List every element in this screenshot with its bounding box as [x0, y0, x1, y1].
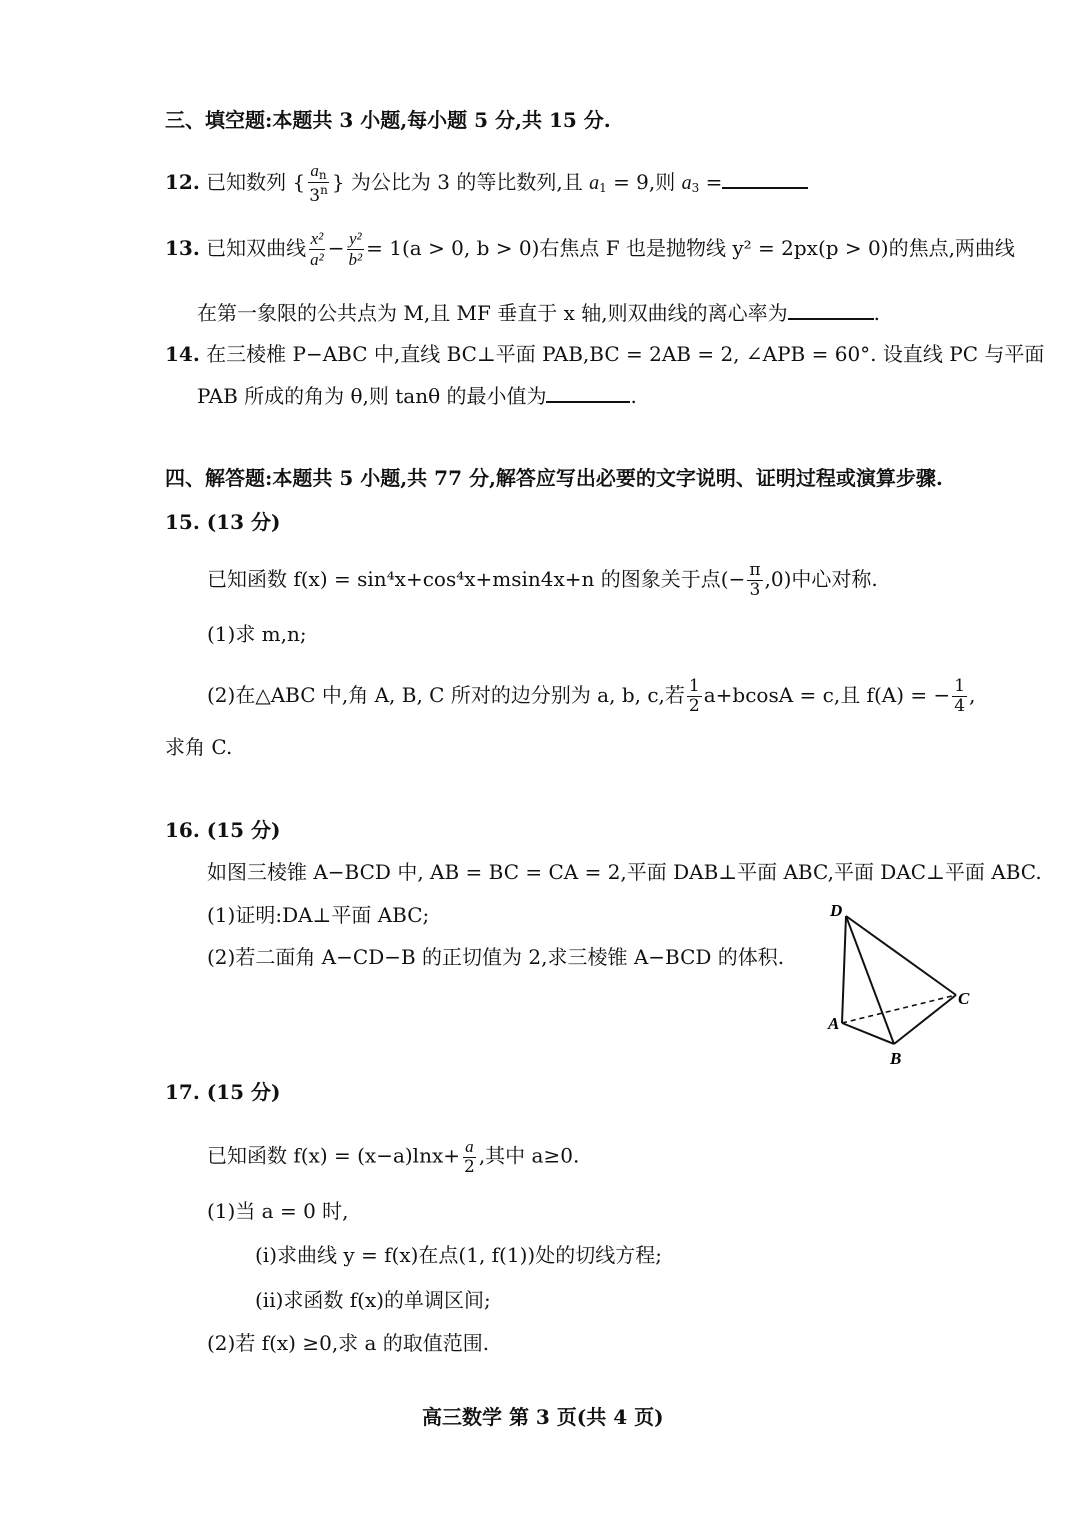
- question-17-header: 17. (15 分): [165, 1080, 281, 1104]
- question-17-part1: (1)当 a = 0 时,: [207, 1199, 349, 1223]
- question-12: 12. 已知数列 { $\frac{a_n}{3^n}$ } 为公比为 3 的等比数列,且 $a_1 = 9$,则 $a_3$ =: [165, 162, 808, 205]
- question-13-line2: 在第一象限的公共点为 M,且 MF 垂直于 x 轴,则双曲线的离心率为 .: [197, 301, 880, 325]
- section-4-title: 四、解答题:本题共 5 小题,共 77 分,解答应写出必要的文字说明、证明过程或演算步骤.: [165, 466, 943, 490]
- q12-text-c: = 9,则: [613, 170, 676, 194]
- edge-da: [842, 916, 846, 1023]
- question-15-part2: (2)在△ABC 中,角 A, B, C 所对的边分别为 a, b, c,若 $\frac{1}{2}$ a+bcosA = c,且 f(A) = − $\frac{1}{4}$ ,: [207, 676, 976, 716]
- brace-left: {: [292, 170, 306, 194]
- question-13: 13. 已知双曲线 $\frac{\text{x²}}{\text{a²}}$ − $\frac{\text{y²}}{\text{b²}}$ = 1(a > 0, b > 0)右焦点 F 也是抛物线 y² = 2px(p > 0)的焦点,两曲线: [165, 229, 1015, 269]
- question-16-stem: 如图三棱锥 A−BCD 中, AB = BC = CA = 2,平面 DAB⊥平面 ABC,平面 DAC⊥平面 ABC.: [207, 860, 1042, 884]
- question-15-header: 15. (13 分): [165, 510, 281, 534]
- brace-right: }: [331, 170, 345, 194]
- question-17-stem: 已知函数 f(x) = (x−a)lnx+ $\frac{a}{2}$ ,其中 a≥0.: [207, 1137, 580, 1177]
- tetrahedron-figure: [822, 898, 982, 1070]
- section-3-title: 三、填空题:本题共 3 小题,每小题 5 分,共 15 分.: [165, 108, 611, 132]
- question-16-part2: (2)若二面角 A−CD−B 的正切值为 2,求三棱锥 A−BCD 的体积.: [207, 945, 785, 969]
- vertex-label-b: B: [890, 1049, 902, 1068]
- question-17-part2: (2)若 f(x) ≥0,求 a 的取值范围.: [207, 1331, 490, 1355]
- question-16-header: 16. (15 分): [165, 818, 281, 842]
- q13-fraction-2: $\frac{\text{y²}}{\text{b²}}$: [348, 229, 363, 269]
- question-number: 13.: [165, 236, 200, 260]
- q13-text-a: 已知双曲线: [206, 236, 307, 260]
- q13-fraction-1: $\frac{\text{x²}}{\text{a²}}$: [310, 229, 324, 269]
- page-footer: 高三数学 第 3 页(共 4 页): [422, 1405, 664, 1429]
- edge-dc: [846, 916, 956, 995]
- question-15-stem: 已知函数 f(x) = sin⁴x+cos⁴x+msin4x+n 的图象关于点(− $\frac{\pi}{3}$ ,0)中心对称.: [207, 560, 878, 600]
- q17-fraction: $\frac{a}{2}$: [464, 1137, 475, 1177]
- question-15-part2-line2: 求角 C.: [165, 735, 233, 759]
- q12-text-a: 已知数列: [206, 170, 287, 194]
- answer-blank: [788, 300, 874, 320]
- q15-part2-fraction-1: $\frac{1}{2}$: [688, 676, 700, 716]
- q15-part2-fraction-2: $\frac{1}{4}$: [954, 676, 966, 716]
- q14-line1: 在三棱椎 P−ABC 中,直线 BC⊥平面 PAB,BC = 2AB = 2, ∠APB = 60°. 设直线 PC 与平面: [206, 342, 1045, 366]
- q12-text-b: 为公比为 3 的等比数列,且: [350, 170, 583, 194]
- q12-fraction: $\frac{a_n}{3^n}$: [309, 161, 328, 206]
- question-number: 12.: [165, 170, 200, 194]
- question-16-part1: (1)证明:DA⊥平面 ABC;: [207, 903, 430, 927]
- question-number: 14.: [165, 342, 200, 366]
- question-15-part1: (1)求 m,n;: [207, 622, 307, 646]
- edge-ab: [842, 1023, 894, 1044]
- q15-fraction: $\frac{\pi}{3}$: [749, 560, 761, 600]
- q13-text-b: = 1(a > 0, b > 0)右焦点 F 也是抛物线 y² = 2px(p > 0)的焦点,两曲线: [366, 236, 1015, 260]
- answer-blank: [722, 169, 808, 189]
- question-14-line2: PAB 所成的角为 θ,则 tanθ 的最小值为 .: [197, 384, 637, 408]
- question-14: [165, 342, 1044, 366]
- q12-text-d: =: [705, 170, 723, 194]
- vertex-label-a: A: [828, 1014, 840, 1033]
- vertex-label-c: C: [958, 989, 970, 1008]
- answer-blank: [546, 383, 630, 403]
- edge-db: [846, 916, 894, 1044]
- question-17-part1-i: (i)求曲线 y = f(x)在点(1, f(1))处的切线方程;: [255, 1243, 662, 1267]
- vertex-label-d: D: [830, 901, 843, 920]
- question-17-part1-ii: (ii)求函数 f(x)的单调区间;: [255, 1288, 491, 1312]
